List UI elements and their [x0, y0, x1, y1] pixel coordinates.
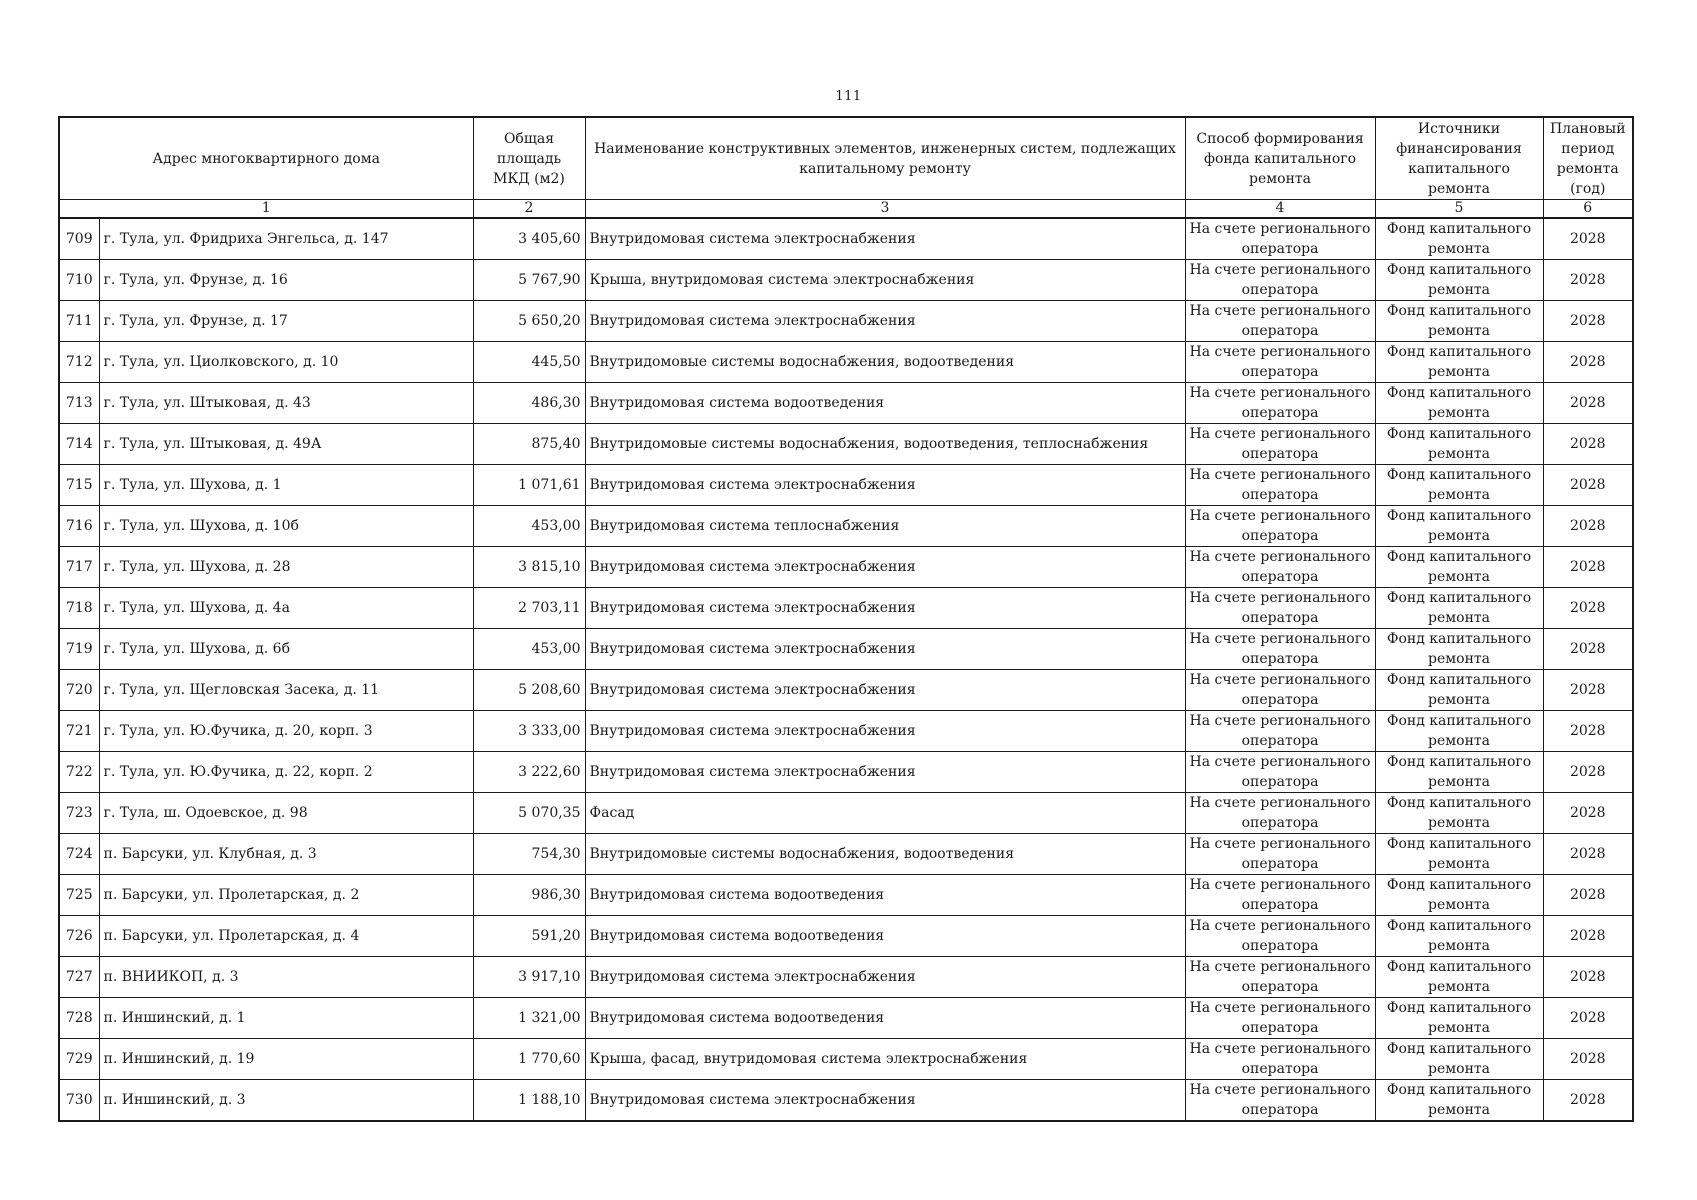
method-cell: На счете регионального оператора [1185, 957, 1375, 998]
year-cell: 2028 [1543, 588, 1633, 629]
year-cell: 2028 [1543, 1080, 1633, 1122]
method-cell: На счете регионального оператора [1185, 547, 1375, 588]
area-cell: 754,30 [473, 834, 585, 875]
works-cell: Внутридомовая система электроснабжения [585, 301, 1185, 342]
row-number: 713 [59, 383, 99, 424]
column-number: 5 [1375, 200, 1543, 219]
works-cell: Внутридомовая система электроснабжения [585, 218, 1185, 260]
address-cell: п. Иншинский, д. 3 [99, 1080, 473, 1122]
area-cell: 453,00 [473, 629, 585, 670]
year-cell: 2028 [1543, 506, 1633, 547]
method-cell: На счете регионального оператора [1185, 793, 1375, 834]
source-cell: Фонд капитального ремонта [1375, 998, 1543, 1039]
column-number: 1 [59, 200, 473, 219]
year-cell: 2028 [1543, 424, 1633, 465]
source-cell: Фонд капитального ремонта [1375, 670, 1543, 711]
address-cell: г. Тула, ул. Шухова, д. 1 [99, 465, 473, 506]
area-cell: 1 071,61 [473, 465, 585, 506]
source-cell: Фонд капитального ремонта [1375, 424, 1543, 465]
source-cell: Фонд капитального ремонта [1375, 547, 1543, 588]
area-cell: 2 703,11 [473, 588, 585, 629]
method-cell: На счете регионального оператора [1185, 218, 1375, 260]
row-number: 715 [59, 465, 99, 506]
table-row [59, 1080, 1633, 1122]
method-cell: На счете регионального оператора [1185, 260, 1375, 301]
row-number: 720 [59, 670, 99, 711]
address-cell: г. Тула, ул. Фридриха Энгельса, д. 147 [99, 218, 473, 260]
row-number: 729 [59, 1039, 99, 1080]
address-cell: г. Тула, ул. Штыковая, д. 43 [99, 383, 473, 424]
year-cell: 2028 [1543, 957, 1633, 998]
area-cell: 5 208,60 [473, 670, 585, 711]
source-cell: Фонд капитального ремонта [1375, 260, 1543, 301]
row-number: 726 [59, 916, 99, 957]
source-cell: Фонд капитального ремонта [1375, 301, 1543, 342]
source-cell: Фонд капитального ремонта [1375, 1039, 1543, 1080]
area-cell: 3 333,00 [473, 711, 585, 752]
header-area: Общая площадь МКД (м2) [473, 117, 585, 200]
column-number: 4 [1185, 200, 1375, 219]
source-cell: Фонд капитального ремонта [1375, 342, 1543, 383]
column-number: 2 [473, 200, 585, 219]
address-cell: г. Тула, ул. Щегловская Засека, д. 11 [99, 670, 473, 711]
works-cell: Внутридомовая система водоотведения [585, 383, 1185, 424]
source-cell: Фонд капитального ремонта [1375, 588, 1543, 629]
works-cell: Внутридомовая система водоотведения [585, 875, 1185, 916]
method-cell: На счете регионального оператора [1185, 465, 1375, 506]
source-cell: Фонд капитального ремонта [1375, 383, 1543, 424]
column-number: 6 [1543, 200, 1633, 219]
table-row [59, 957, 1633, 998]
area-cell: 1 770,60 [473, 1039, 585, 1080]
area-cell: 5 650,20 [473, 301, 585, 342]
source-cell: Фонд капитального ремонта [1375, 916, 1543, 957]
method-cell: На счете регионального оператора [1185, 670, 1375, 711]
method-cell: На счете регионального оператора [1185, 834, 1375, 875]
address-cell: г. Тула, ул. Штыковая, д. 49А [99, 424, 473, 465]
works-cell: Внутридомовая система электроснабжения [585, 752, 1185, 793]
row-number: 727 [59, 957, 99, 998]
row-number: 718 [59, 588, 99, 629]
row-number: 728 [59, 998, 99, 1039]
table-row [59, 506, 1633, 547]
works-cell: Внутридомовая система водоотведения [585, 916, 1185, 957]
row-number: 723 [59, 793, 99, 834]
row-number: 714 [59, 424, 99, 465]
method-cell: На счете регионального оператора [1185, 998, 1375, 1039]
address-cell: г. Тула, ул. Шухова, д. 28 [99, 547, 473, 588]
area-cell: 3 917,10 [473, 957, 585, 998]
method-cell: На счете регионального оператора [1185, 383, 1375, 424]
area-cell: 486,30 [473, 383, 585, 424]
method-cell: На счете регионального оператора [1185, 875, 1375, 916]
address-cell: п. Иншинский, д. 1 [99, 998, 473, 1039]
address-cell: г. Тула, ул. Ю.Фучика, д. 20, корп. 3 [99, 711, 473, 752]
method-cell: На счете регионального оператора [1185, 588, 1375, 629]
method-cell: На счете регионального оператора [1185, 1080, 1375, 1122]
method-cell: На счете регионального оператора [1185, 629, 1375, 670]
address-cell: г. Тула, ул. Шухова, д. 6б [99, 629, 473, 670]
header-address: Адрес многоквартирного дома [59, 117, 473, 200]
year-cell: 2028 [1543, 670, 1633, 711]
row-number: 719 [59, 629, 99, 670]
works-cell: Внутридомовая система водоотведения [585, 998, 1185, 1039]
area-cell: 5 767,90 [473, 260, 585, 301]
area-cell: 3 815,10 [473, 547, 585, 588]
address-cell: п. Барсуки, ул. Пролетарская, д. 4 [99, 916, 473, 957]
address-cell: г. Тула, ул. Фрунзе, д. 16 [99, 260, 473, 301]
table-row [59, 218, 1633, 260]
works-cell: Крыша, фасад, внутридомовая система электроснабжения [585, 1039, 1185, 1080]
source-cell: Фонд капитального ремонта [1375, 218, 1543, 260]
source-cell: Фонд капитального ремонта [1375, 629, 1543, 670]
method-cell: На счете регионального оператора [1185, 342, 1375, 383]
table-row [59, 547, 1633, 588]
source-cell: Фонд капитального ремонта [1375, 834, 1543, 875]
row-number: 717 [59, 547, 99, 588]
row-number: 712 [59, 342, 99, 383]
source-cell: Фонд капитального ремонта [1375, 793, 1543, 834]
area-cell: 875,40 [473, 424, 585, 465]
works-cell: Внутридомовая система электроснабжения [585, 670, 1185, 711]
area-cell: 1 188,10 [473, 1080, 585, 1122]
method-cell: На счете регионального оператора [1185, 1039, 1375, 1080]
works-cell: Внутридомовая система электроснабжения [585, 588, 1185, 629]
year-cell: 2028 [1543, 260, 1633, 301]
row-number: 709 [59, 218, 99, 260]
source-cell: Фонд капитального ремонта [1375, 711, 1543, 752]
area-cell: 3 222,60 [473, 752, 585, 793]
table-row [59, 875, 1633, 916]
year-cell: 2028 [1543, 342, 1633, 383]
table-row [59, 916, 1633, 957]
header-method: Способ формирования фонда капитального ремонта [1185, 117, 1375, 200]
year-cell: 2028 [1543, 793, 1633, 834]
works-cell: Крыша, внутридомовая система электроснабжения [585, 260, 1185, 301]
year-cell: 2028 [1543, 711, 1633, 752]
year-cell: 2028 [1543, 834, 1633, 875]
year-cell: 2028 [1543, 916, 1633, 957]
area-cell: 1 321,00 [473, 998, 585, 1039]
works-cell: Внутридомовая система теплоснабжения [585, 506, 1185, 547]
area-cell: 591,20 [473, 916, 585, 957]
source-cell: Фонд капитального ремонта [1375, 875, 1543, 916]
header-sources: Источники финансирования капитального ремонта [1375, 117, 1543, 200]
method-cell: На счете регионального оператора [1185, 916, 1375, 957]
address-cell: п. Барсуки, ул. Клубная, д. 3 [99, 834, 473, 875]
works-cell: Внутридомовая система электроснабжения [585, 465, 1185, 506]
table-row [59, 834, 1633, 875]
row-number: 725 [59, 875, 99, 916]
table-row [59, 342, 1633, 383]
year-cell: 2028 [1543, 875, 1633, 916]
source-cell: Фонд капитального ремонта [1375, 752, 1543, 793]
row-number: 711 [59, 301, 99, 342]
table-row [59, 383, 1633, 424]
source-cell: Фонд капитального ремонта [1375, 1080, 1543, 1122]
page-number: 111 [835, 89, 862, 104]
table-row [59, 670, 1633, 711]
address-cell: г. Тула, ш. Одоевское, д. 98 [99, 793, 473, 834]
works-cell: Внутридомовая система электроснабжения [585, 1080, 1185, 1122]
works-cell: Внутридомовая система электроснабжения [585, 711, 1185, 752]
works-cell: Внутридомовая система электроснабжения [585, 957, 1185, 998]
column-number: 3 [585, 200, 1185, 219]
year-cell: 2028 [1543, 301, 1633, 342]
table-row [59, 424, 1633, 465]
method-cell: На счете регионального оператора [1185, 301, 1375, 342]
area-cell: 445,50 [473, 342, 585, 383]
header-period: Плановый период ремонта (год) [1543, 117, 1633, 200]
area-cell: 5 070,35 [473, 793, 585, 834]
table-row [59, 793, 1633, 834]
works-cell: Внутридомовые системы водоснабжения, водоотведения [585, 834, 1185, 875]
table-row [59, 752, 1633, 793]
address-cell: г. Тула, ул. Фрунзе, д. 17 [99, 301, 473, 342]
source-cell: Фонд капитального ремонта [1375, 957, 1543, 998]
year-cell: 2028 [1543, 998, 1633, 1039]
method-cell: На счете регионального оператора [1185, 752, 1375, 793]
year-cell: 2028 [1543, 629, 1633, 670]
works-cell: Внутридомовая система электроснабжения [585, 629, 1185, 670]
area-cell: 986,30 [473, 875, 585, 916]
year-cell: 2028 [1543, 465, 1633, 506]
works-cell: Внутридомовые системы водоснабжения, водоотведения, теплоснабжения [585, 424, 1185, 465]
table-row [59, 1039, 1633, 1080]
table-body [59, 218, 1633, 1121]
row-number: 722 [59, 752, 99, 793]
area-cell: 3 405,60 [473, 218, 585, 260]
column-number-row [59, 200, 1633, 219]
address-cell: г. Тула, ул. Циолковского, д. 10 [99, 342, 473, 383]
year-cell: 2028 [1543, 547, 1633, 588]
row-number: 724 [59, 834, 99, 875]
row-number: 716 [59, 506, 99, 547]
source-cell: Фонд капитального ремонта [1375, 506, 1543, 547]
capital-repair-table [58, 116, 1634, 1122]
table-row [59, 260, 1633, 301]
address-cell: п. Барсуки, ул. Пролетарская, д. 2 [99, 875, 473, 916]
header-row [59, 117, 1633, 200]
works-cell: Внутридомовые системы водоснабжения, водоотведения [585, 342, 1185, 383]
table-row [59, 711, 1633, 752]
year-cell: 2028 [1543, 752, 1633, 793]
method-cell: На счете регионального оператора [1185, 711, 1375, 752]
row-number: 721 [59, 711, 99, 752]
method-cell: На счете регионального оператора [1185, 424, 1375, 465]
row-number: 710 [59, 260, 99, 301]
works-cell: Внутридомовая система электроснабжения [585, 547, 1185, 588]
address-cell: г. Тула, ул. Шухова, д. 10б [99, 506, 473, 547]
row-number: 730 [59, 1080, 99, 1122]
table-row [59, 465, 1633, 506]
header-elements: Наименование конструктивных элементов, инженерных систем, подлежащих капитальному ремонту [585, 117, 1185, 200]
address-cell: г. Тула, ул. Ю.Фучика, д. 22, корп. 2 [99, 752, 473, 793]
year-cell: 2028 [1543, 1039, 1633, 1080]
works-cell: Фасад [585, 793, 1185, 834]
address-cell: п. ВНИИКОП, д. 3 [99, 957, 473, 998]
table-row [59, 588, 1633, 629]
address-cell: п. Иншинский, д. 19 [99, 1039, 473, 1080]
table-row [59, 629, 1633, 670]
area-cell: 453,00 [473, 506, 585, 547]
address-cell: г. Тула, ул. Шухова, д. 4а [99, 588, 473, 629]
table-row [59, 998, 1633, 1039]
year-cell: 2028 [1543, 383, 1633, 424]
year-cell: 2028 [1543, 218, 1633, 260]
table-row [59, 301, 1633, 342]
method-cell: На счете регионального оператора [1185, 506, 1375, 547]
source-cell: Фонд капитального ремонта [1375, 465, 1543, 506]
